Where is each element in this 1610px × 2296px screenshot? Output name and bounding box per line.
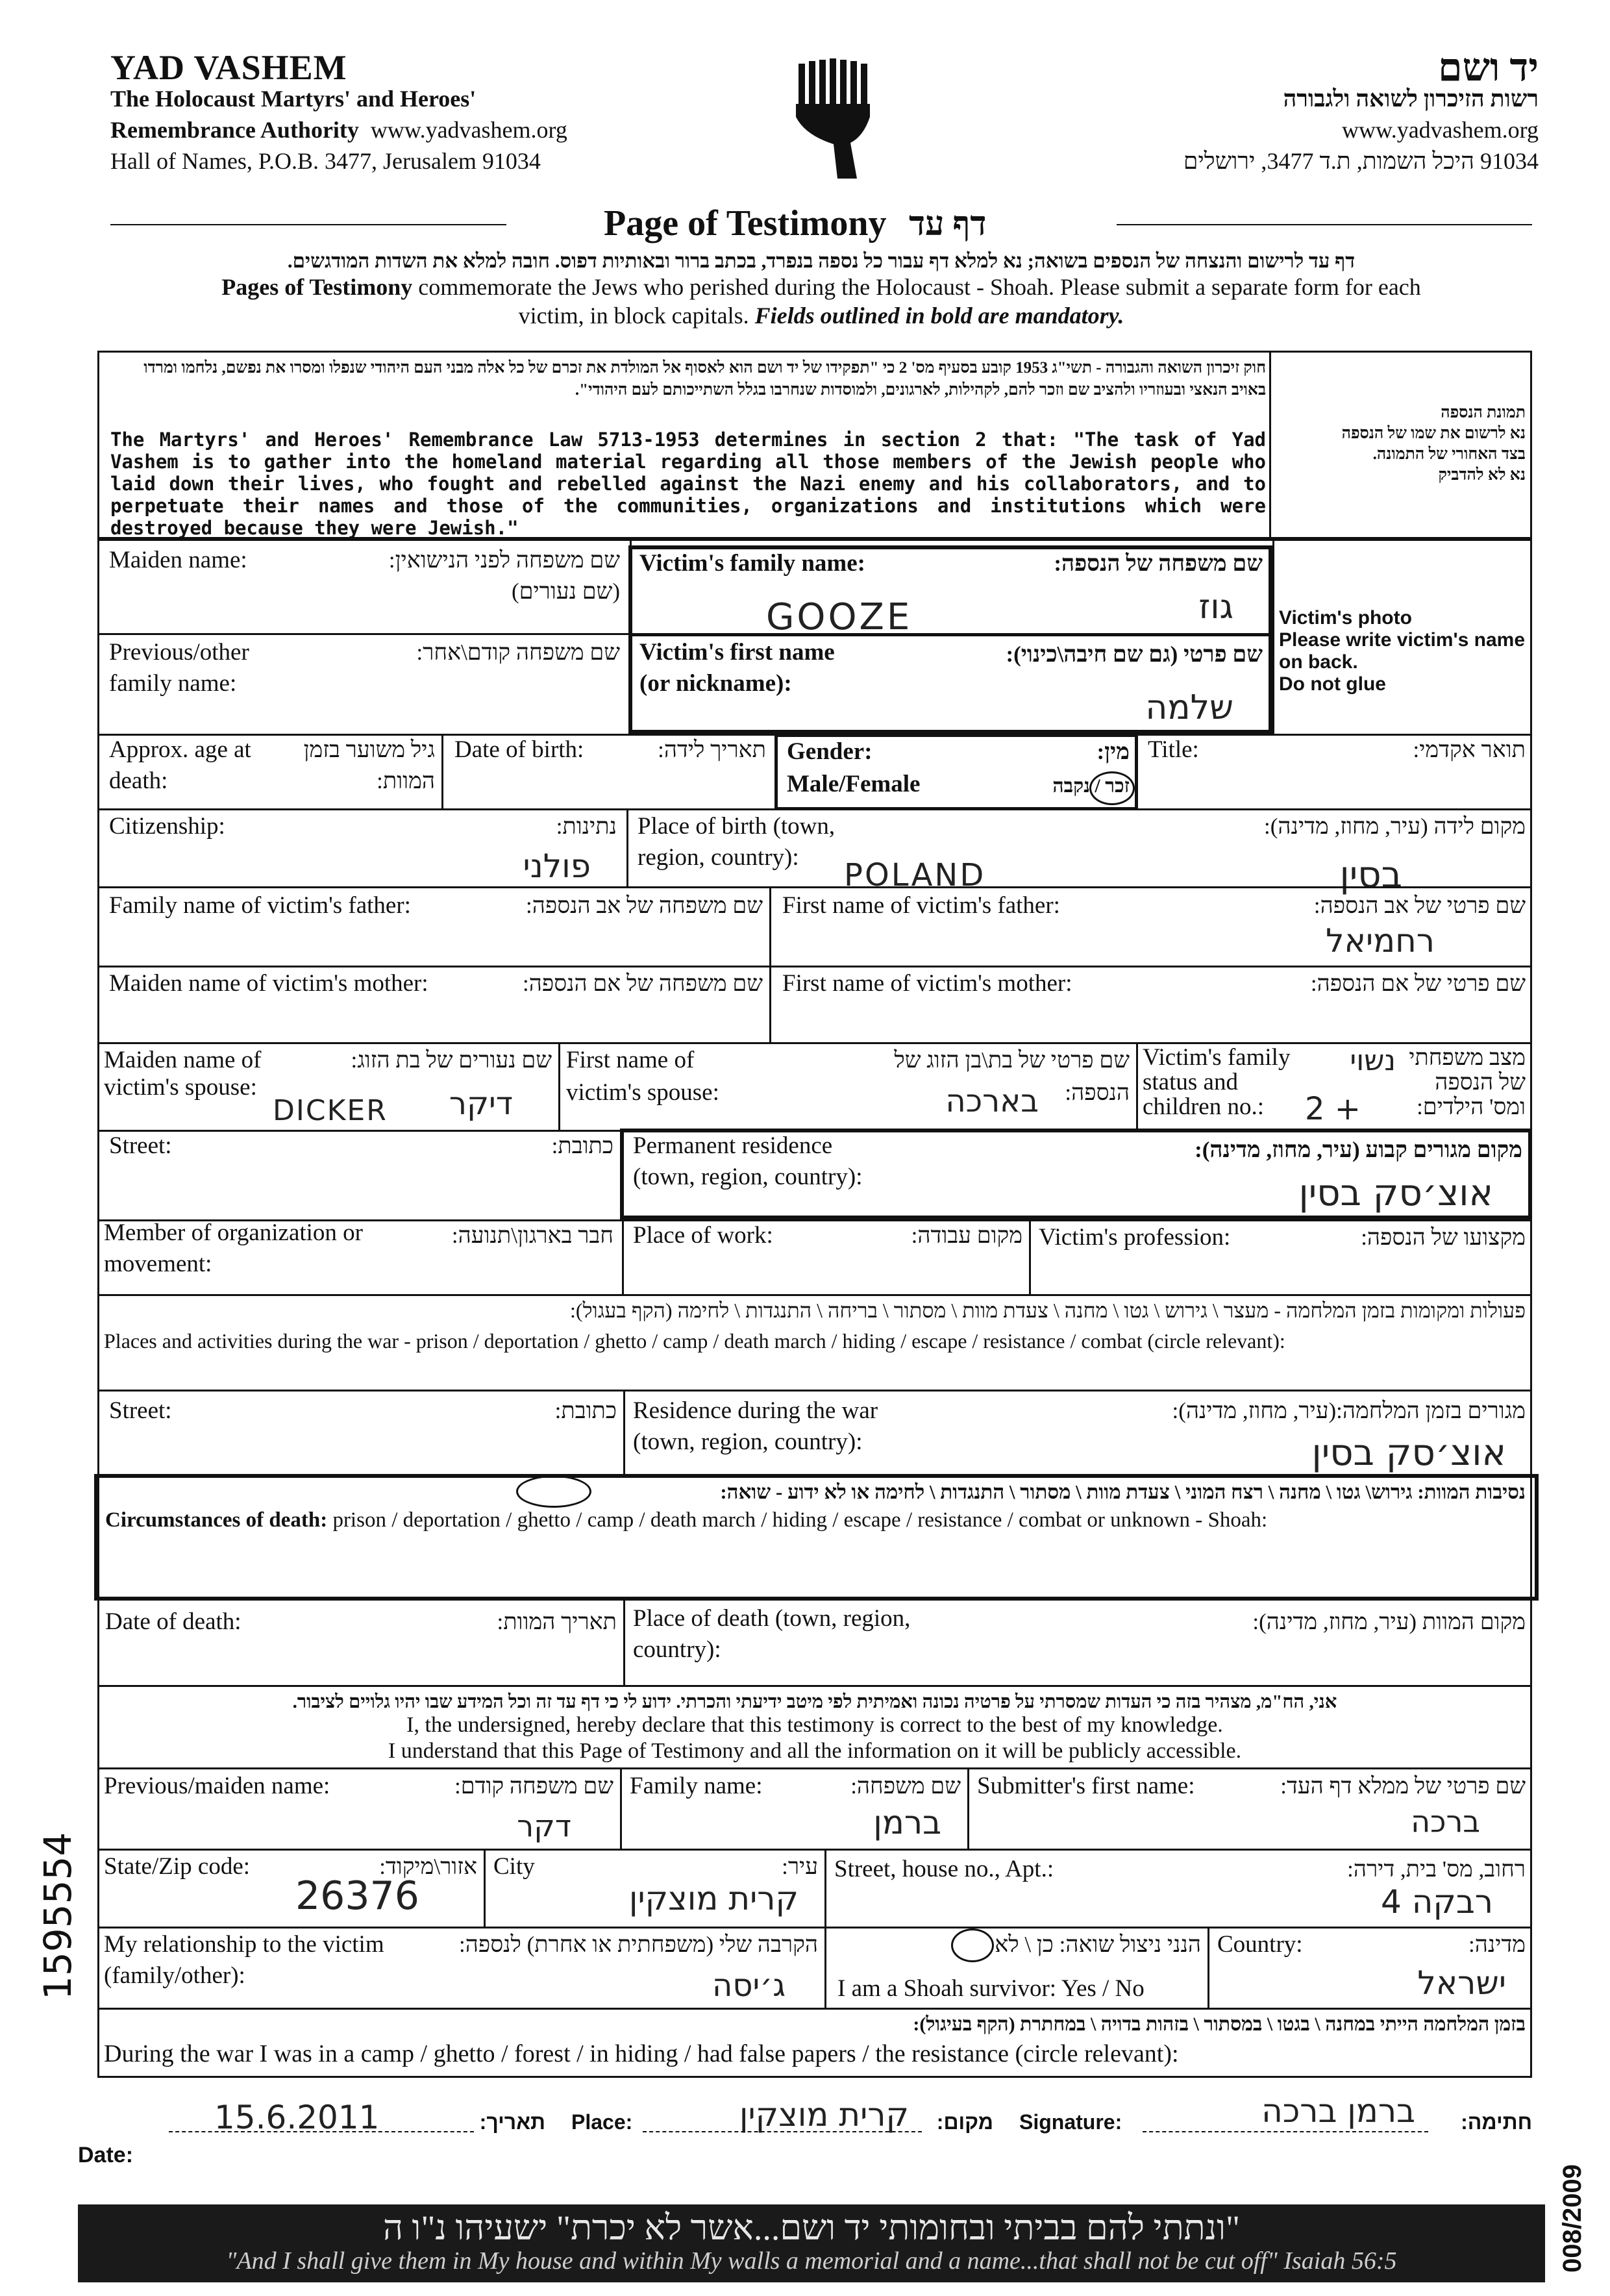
age-label-he: גיל משוער בזמן xyxy=(303,737,435,762)
gender-label-he: מין: xyxy=(1096,739,1130,764)
age-label-he2: המוות: xyxy=(377,768,435,793)
sub3-div2 xyxy=(1208,1927,1209,2008)
signature-line xyxy=(78,2143,1545,2168)
mother-maiden-label-he: שם משפחה של אם הנספה: xyxy=(523,971,763,996)
form-code: 008/2009 xyxy=(1558,2164,1587,2273)
place-label-he: מקום: xyxy=(936,2110,993,2134)
children-value[interactable]: 2 + xyxy=(1305,1091,1361,1127)
spouse-maiden-value[interactable]: DICKER xyxy=(273,1094,388,1127)
sub-country-label-he: מדינה: xyxy=(1468,1932,1526,1957)
citizenship-label-he: נתינות: xyxy=(556,814,617,839)
sub-street-label-he: רחוב, מס' בית, דירה: xyxy=(1347,1856,1526,1882)
signature-label: Signature: xyxy=(1019,2110,1122,2134)
street-label-he: כתובת: xyxy=(551,1133,613,1158)
mother-first-label-he: שם פרטי של אם הנספה: xyxy=(1310,971,1526,996)
spouse-first-value[interactable]: בארכה xyxy=(945,1083,1039,1119)
sub1-div2 xyxy=(967,1767,969,1849)
dob-label: Date of birth: xyxy=(454,736,584,763)
org-line2: The Holocaust Martyrs' and Heroes' xyxy=(110,86,477,112)
shoah-circled-icon xyxy=(516,1475,591,1508)
profession-label: Victim's profession: xyxy=(1039,1224,1231,1251)
intro-text-2: victim, in block capitals. xyxy=(518,303,749,329)
page-title: Page of Testimony xyxy=(604,203,887,243)
org-line2-he: רשות הזיכרון לשואה ולגבורה xyxy=(1283,86,1539,112)
sub-prev-maiden-label: Previous/maiden name: xyxy=(104,1773,330,1799)
father-first-value[interactable]: רחמיאל xyxy=(1326,922,1435,960)
spouse-maiden-label2: victim's spouse: xyxy=(104,1074,257,1101)
law-divider xyxy=(1269,351,1271,539)
org-url-he: www.yadvashem.org xyxy=(1342,117,1539,143)
mandatory-names-divider xyxy=(628,633,1272,636)
stamp-number-wrapper xyxy=(36,1766,80,2000)
stamp-number: 1595554 xyxy=(36,1832,80,2000)
photo-he-4: נא לא להדביק xyxy=(1438,466,1526,484)
row9-div1 xyxy=(622,1219,624,1294)
age-label2: death: xyxy=(109,767,168,794)
row7-div2 xyxy=(1136,1042,1138,1130)
sub-relation-label-he: הקרבה שלי (משפחתית או אחרת) לנספה: xyxy=(459,1932,818,1957)
sub-zip-label: State/Zip code: xyxy=(104,1853,251,1880)
sub3-top xyxy=(97,1927,1532,1928)
pob-label: Place of birth (town, xyxy=(638,813,836,840)
sub-family-label-he: שם משפחה: xyxy=(850,1773,961,1799)
row6-top xyxy=(97,966,1532,967)
law-english: The Martyrs' and Heroes' Remembrance Law 5713-1953 determines in section 2 that: "The task of Yad Vashem is to gather into the homeland material regarding all those members of the Jewish people who laid down their lives, who fought and rebelled against the Nazi enemy and his collaborators, and to perpetuate their names and those of the communities, organizations and institutions which were destroyed because they were Jewish." xyxy=(110,429,1266,539)
sub-survivor-label-he: הנני ניצול שואה: כן \ לא xyxy=(995,1932,1201,1957)
places-label: Places and activities during the war - prison / deportation / ghetto / camp / death march / hiding / escape / resistance / combat (circle relevant): xyxy=(104,1329,1285,1353)
perm-res-label2: (town, region, country): xyxy=(633,1164,863,1190)
family-status-label: Victim's family xyxy=(1143,1044,1291,1071)
circumstances-label xyxy=(105,1505,1267,1535)
gender-options-he[interactable]: זכר / נקבה xyxy=(1052,775,1130,797)
maiden-name-label: Maiden name: xyxy=(109,547,247,573)
prev-family-label-he: שם משפחה קודם\אחר: xyxy=(416,640,620,665)
street2-label: Street: xyxy=(109,1397,172,1424)
sub-country-label: Country: xyxy=(1217,1931,1303,1958)
row11-top xyxy=(97,1390,1532,1391)
gender-label2: Male/Female xyxy=(787,771,921,797)
pod-label: Place of death (town, region, xyxy=(633,1605,911,1632)
signature-underline xyxy=(1143,2131,1428,2132)
intro-english xyxy=(110,273,1532,330)
banner-quote-he: "ונתתי להם בביתי ובחומותי יד ושם...אשר לא יכרת" ישעיהו נ"ו ה xyxy=(382,2208,1241,2247)
mother-maiden-label: Maiden name of victim's mother: xyxy=(109,970,428,997)
spouse-first-label2: victim's spouse: xyxy=(566,1079,719,1106)
yad-vashem-logo-icon xyxy=(792,58,883,182)
row1-hline xyxy=(97,633,630,635)
circumstances-text: prison / deportation / ghetto / camp / death march / hiding / escape / resistance / combat or unknown - Shoah: xyxy=(327,1508,1268,1532)
sub-relation-value[interactable]: ג׳יסה xyxy=(712,1967,786,2004)
profession-label-he: מקצועו של הנספה: xyxy=(1361,1225,1526,1250)
sub1-div1 xyxy=(620,1767,622,1849)
date-label: Date: xyxy=(78,2143,134,2167)
dod-label-he: תאריך המוות: xyxy=(497,1609,617,1634)
father-family-label-he: שם משפחה של אב הנספה: xyxy=(526,893,763,918)
spouse-maiden-value-he[interactable]: דיקר xyxy=(449,1086,513,1122)
sub-city-value[interactable]: קרית מוצקין xyxy=(628,1880,799,1917)
sub2-top xyxy=(97,1849,1532,1851)
title-rule-right xyxy=(1117,224,1532,225)
photo-instructions-he xyxy=(1279,403,1526,486)
citizenship-label: Citizenship: xyxy=(109,813,225,840)
org-name: YAD VASHEM xyxy=(110,48,347,87)
dod-label: Date of death: xyxy=(105,1608,242,1635)
during-war-label-he: בזמן המלחמה הייתי במחנה \ בגטו \ במסתור \ בזהות בדויה \ במחתרת (הקף בעיגול): xyxy=(913,2014,1526,2035)
perm-res-value[interactable]: אוצ׳סק בסין xyxy=(1298,1172,1493,1214)
signature-value[interactable]: ברמן ברכה xyxy=(1261,2092,1415,2130)
family-name-value[interactable]: GOOZE xyxy=(766,596,913,638)
row4-div xyxy=(626,808,628,886)
row4-top xyxy=(97,808,1532,810)
circumstances-label-he: נסיבות המוות: גירוש\ גטו \ מחנה \ רצח המוני \ צעדת מוות \ מסתור \ התנגדות \ לחימה או לא ידוע - שואה: xyxy=(720,1480,1526,1503)
family-name-value-he[interactable]: גוז xyxy=(1198,588,1233,627)
intro-mandatory: Fields outlined in bold are mandatory. xyxy=(749,303,1124,329)
place-underline xyxy=(643,2131,922,2132)
sub-prev-maiden-label-he: שם משפחה קודם: xyxy=(454,1773,613,1799)
sub-family-value[interactable]: ברמן xyxy=(873,1804,941,1841)
maiden-name-label-he: שם משפחה לפני הנישואין: xyxy=(388,547,620,573)
places-label-he: פעולות ומקומות בזמן המלחמה - מעצר \ גירוש \ גטו \ מחנה \ צעדת מוות \ מסתור \ בריחה \ התנגדות \ לחימה (הקף בעגול): xyxy=(570,1299,1526,1322)
perm-res-label-he: מקום מגורים קבוע (עיר, מחוז, מדינה): xyxy=(1195,1137,1522,1162)
father-first-label: First name of victim's father: xyxy=(782,892,1060,919)
gender-male-circled-icon xyxy=(1089,771,1135,805)
sub-city-label: City xyxy=(493,1853,535,1880)
family-status-label3: children no.: xyxy=(1143,1093,1265,1120)
intro-bold: Pages of Testimony xyxy=(221,274,413,300)
row7-div1 xyxy=(558,1042,560,1130)
row11-div xyxy=(623,1390,625,1474)
age-label: Approx. age at xyxy=(109,736,251,763)
member-label: Member of organization or xyxy=(104,1219,363,1246)
first-name-value[interactable]: שלמה xyxy=(1145,688,1233,727)
parents-divider xyxy=(769,886,771,1042)
photo-en-1: Victim's photo xyxy=(1279,607,1412,629)
sub-zip-value[interactable]: 26376 xyxy=(295,1873,419,1919)
dob-label-he: תאריך לידה: xyxy=(658,737,766,762)
sub3-div1 xyxy=(824,1927,826,2008)
father-first-label-he: שם פרטי של אב הנספה: xyxy=(1313,893,1526,918)
prev-family-label2: family name: xyxy=(109,670,237,697)
org-line3: Remembrance Authority xyxy=(110,117,359,143)
family-name-label: Victim's family name: xyxy=(639,550,865,577)
org-name-he: יד ושם xyxy=(1438,46,1539,89)
prev-family-label: Previous/other xyxy=(109,639,249,666)
member-label-he: חבר בארגון\תנועה: xyxy=(451,1223,613,1248)
title-rule-left xyxy=(110,224,506,225)
intro-text-1: commemorate the Jews who perished during the Holocaust - Shoah. Please submit a separate form for each xyxy=(412,274,1421,300)
sub-first-value[interactable]: ברכה xyxy=(1411,1804,1480,1839)
family-status-label-he2: של הנספה xyxy=(1435,1069,1526,1095)
org-address: Hall of Names, P.O.B. 3477, Jerusalem 91034 xyxy=(110,148,541,174)
date-label-he: תאריך: xyxy=(479,2110,545,2134)
org-address-he: 91034 היכל השמות, ת.ד 3477, ירושלים xyxy=(1183,148,1539,174)
row13-div xyxy=(623,1601,625,1685)
work-label-he: מקום עבודה: xyxy=(911,1223,1022,1248)
date-underline xyxy=(169,2131,474,2132)
place-value[interactable]: קרית מוצקין xyxy=(739,2096,909,2134)
pod-label2: country): xyxy=(633,1636,721,1663)
family-status-label2: status and xyxy=(1143,1069,1238,1095)
sub-relation-label2: (family/other): xyxy=(104,1962,245,1989)
sub-relation-label: My relationship to the victim xyxy=(104,1931,384,1958)
submitter-top xyxy=(97,1767,1532,1769)
spouse-first-label-he2: הנספה: xyxy=(1065,1080,1130,1105)
first-name-label-he: שם פרטי (גם שם חיבה\כינוי): xyxy=(1006,642,1263,667)
page-title-he: דף עד xyxy=(909,206,987,243)
date-value[interactable]: 15.6.2011 xyxy=(214,2099,380,2136)
photo-en-4: Do not glue xyxy=(1279,673,1386,695)
photo-en-2: Please write victim's name xyxy=(1279,629,1525,651)
signature-label-he: חתימה: xyxy=(1461,2110,1532,2134)
spouse-first-label-he: שם פרטי של בת\בן הזוג של xyxy=(894,1047,1130,1073)
war-res-label: Residence during the war xyxy=(633,1397,878,1424)
family-status-label-he3: ומס' הילדים: xyxy=(1417,1094,1526,1119)
mother-first-label: First name of victim's mother: xyxy=(782,970,1072,997)
row3-div1 xyxy=(441,734,443,808)
street2-label-he: כתובת: xyxy=(554,1398,617,1423)
citizenship-value[interactable]: פולני xyxy=(523,847,591,885)
work-label: Place of work: xyxy=(633,1222,773,1249)
row5-top xyxy=(97,886,1532,888)
pob-label-he: מקום לידה (עיר, מחוז, מדינה): xyxy=(1264,814,1526,839)
pod-label-he: מקום המוות (עיר, מחוז, מדינה): xyxy=(1252,1609,1526,1634)
sub-survivor-label[interactable]: I am a Shoah survivor: Yes / No xyxy=(837,1975,1145,2002)
war-res-value[interactable]: אוצ׳סק בסין xyxy=(1311,1432,1506,1474)
law-hebrew: חוק זיכרון השואה והגבורה - תשי"ג 1953 קובע בסעיף מס' 2 כי "תפקידו של יד ושם הוא לאסוף אל המולדת את זכרם של כל אלה מבני העם היהודי שנפלו ומסרו את נפשם, נלחמו ומרדו באויב הנאצי ובעוזריו ולהציב שם וזכר להם, לקהילות, לארגונים, ולמוסדות שנחרבו בגלל השתייכותם לעם היהודי". xyxy=(143,359,1266,399)
sub-country-value[interactable]: ישראל xyxy=(1417,1964,1506,2002)
war-res-label2: (town, region, country): xyxy=(633,1429,863,1455)
sub-prev-maiden-value[interactable]: דקר xyxy=(517,1808,571,1843)
sub-street-label: Street, house no., Apt.: xyxy=(834,1856,1054,1882)
declaration-he: אני, הח"מ, מצהיר בזה כי העדות שמסרתי על פרטיה נכונה ואמיתית לפי מיטב ידיעתי והכרתי. ידוע לי כי דף עד זה וכל המידע שבו יהיו גלויים לציבור. xyxy=(292,1691,1337,1712)
sub-zip-label-he: אזור\מיקוד: xyxy=(379,1854,477,1879)
pob-value-he[interactable]: בסין xyxy=(1339,854,1402,896)
intro-hebrew: דף עד לרישום והנצחה של הנספים בשואה; נא למלא דף עבור כל נספה בנפרד, בכתב ברור ובאותיות דפוס. חובה למלא את השדות המודגשים. xyxy=(287,249,1356,272)
spouse-maiden-label: Maiden name of xyxy=(104,1047,262,1073)
photo-en-3: on back. xyxy=(1279,651,1358,673)
sub-street-value[interactable]: רבקה 4 xyxy=(1381,1883,1493,1921)
first-name-label: Victim's first name xyxy=(639,639,835,666)
sub2-div2 xyxy=(824,1849,826,1927)
place-label: Place: xyxy=(571,2110,633,2134)
spouse-first-label: First name of xyxy=(566,1047,695,1073)
during-war-label: During the war I was in a camp / ghetto / forest / in hiding / had false papers / the resistance (circle relevant): xyxy=(104,2040,1179,2067)
gender-label: Gender: xyxy=(787,738,873,765)
father-family-label: Family name of victim's father: xyxy=(109,892,411,919)
spouse-maiden-label-he: שם נעורים של בת הזוג: xyxy=(351,1047,552,1073)
family-status-label-he: מצב משפחתי xyxy=(1409,1045,1526,1070)
sub2-div1 xyxy=(484,1849,486,1927)
row7-top xyxy=(97,1042,1532,1044)
photo-he-2: נא לרשום את שמו של הנספה xyxy=(1341,425,1526,442)
row9-div2 xyxy=(1029,1219,1031,1294)
sub-first-label: Submitter's first name: xyxy=(977,1773,1195,1799)
circumstances-bold: Circumstances of death: xyxy=(105,1508,328,1532)
form-code-wrapper xyxy=(1558,2078,1597,2273)
family-status-value[interactable]: נשוי xyxy=(1350,1044,1396,1077)
header-hebrew xyxy=(1183,46,1539,177)
pob-label2: region, country): xyxy=(638,844,799,871)
family-name-label-he: שם משפחה של הנספה: xyxy=(1054,551,1263,576)
perm-res-label: Permanent residence xyxy=(633,1132,833,1159)
declaration-en1: I, the undersigned, hereby declare that this testimony is correct to the best of my knowledge. xyxy=(406,1713,1223,1737)
org-url: www.yadvashem.org xyxy=(370,117,567,143)
survivor-no-circled-icon xyxy=(951,1928,994,1962)
photo-column-divider xyxy=(1272,539,1274,734)
sub-city-label-he: עיר: xyxy=(782,1854,818,1879)
banner-quote-en: "And I shall give them in My house and within My walls a memorial and a name...that shall not be cut off" Isaiah 56:5 xyxy=(226,2247,1397,2275)
war-res-label-he: מגורים בזמן המלחמה:(עיר, מחוז, מדינה): xyxy=(1172,1398,1526,1423)
sub-first-label-he: שם פרטי של ממלא דף העד: xyxy=(1280,1773,1526,1799)
title-label-he: תואר אקדמי: xyxy=(1413,737,1526,762)
photo-he-1: תמונת הנספה xyxy=(1441,404,1526,421)
photo-he-3: בצד האחורי של התמונה. xyxy=(1372,445,1526,463)
street-label: Street: xyxy=(109,1132,172,1159)
header-english xyxy=(110,48,567,177)
sub-family-label: Family name: xyxy=(630,1773,763,1799)
first-name-label2: (or nickname): xyxy=(639,670,792,697)
pob-value[interactable]: POLAND xyxy=(844,857,986,893)
member-label2: movement: xyxy=(104,1251,212,1277)
declaration-en2: I understand that this Page of Testimony and all the information on it will be publicly accessible. xyxy=(388,1739,1242,1763)
maiden-name-label-he2: (שם נעורים) xyxy=(511,579,620,604)
title-label: Title: xyxy=(1148,736,1199,763)
